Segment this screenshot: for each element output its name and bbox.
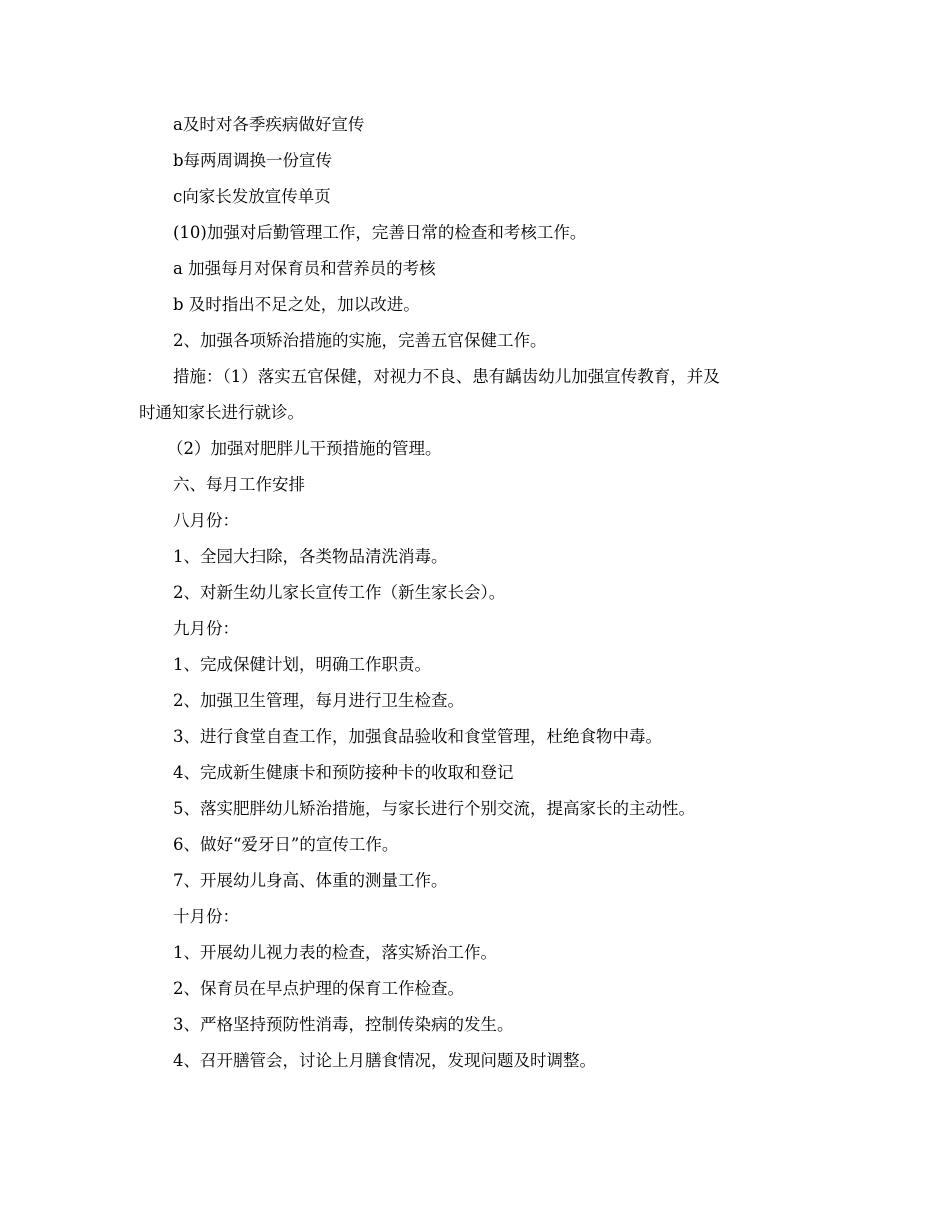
list-item: 2、加强卫生管理，每月进行卫生检查。 <box>173 691 464 710</box>
text-line: 2、加强各项矫治措施的实施，完善五官保健工作。 <box>173 331 547 350</box>
section-heading: 六、每月工作安排 <box>173 475 305 494</box>
measure-paragraph-line-1: 措施：（1）落实五官保健，对视力不良、患有龋齿幼儿加强宣传教育，并及 <box>173 367 720 386</box>
list-item: 5、落实肥胖幼儿矫治措施，与家长进行个别交流，提高家长的主动性。 <box>173 799 695 818</box>
text-line: a及时对各季疾病做好宣传 <box>173 115 365 134</box>
list-item: 1、完成保健计划，明确工作职责。 <box>173 655 431 674</box>
document-body <box>139 116 807 1088</box>
month-heading: 十月份： <box>173 907 239 926</box>
text-line: a 加强每月对保育员和营养员的考核 <box>173 259 436 278</box>
month-heading: 九月份： <box>173 619 239 638</box>
text-line: (10)加强对后勤管理工作，完善日常的检查和考核工作。 <box>173 223 587 242</box>
text-line: b每两周调换一份宣传 <box>173 151 333 170</box>
list-item: 3、进行食堂自查工作，加强食品验收和食堂管理，杜绝食物中毒。 <box>173 727 662 746</box>
list-item: 4、完成新生健康卡和预防接种卡的收取和登记 <box>173 763 514 782</box>
text-line: c向家长发放宣传单页 <box>173 187 331 206</box>
month-heading: 八月份： <box>173 511 239 530</box>
list-item: 1、开展幼儿视力表的检查，落实矫治工作。 <box>173 943 497 962</box>
list-item: 6、做好“爱牙日”的宣传工作。 <box>173 835 399 854</box>
list-item: 7、开展幼儿身高、体重的测量工作。 <box>173 871 448 890</box>
list-item: 2、对新生幼儿家长宣传工作（新生家长会）。 <box>173 583 506 602</box>
text-line: b 及时指出不足之处，加以改进。 <box>173 295 420 314</box>
text-line: （2）加强对肥胖儿干预措施的管理。 <box>167 439 442 458</box>
list-item: 4、召开膳管会，讨论上月膳食情况，发现问题及时调整。 <box>173 1051 596 1070</box>
list-item: 3、严格坚持预防性消毒，控制传染病的发生。 <box>173 1015 514 1034</box>
measure-paragraph-line-2: 时通知家长进行就诊。 <box>139 403 304 422</box>
list-item: 2、保育员在早点护理的保育工作检查。 <box>173 979 464 998</box>
list-item: 1、全园大扫除，各类物品清洗消毒。 <box>173 547 448 566</box>
